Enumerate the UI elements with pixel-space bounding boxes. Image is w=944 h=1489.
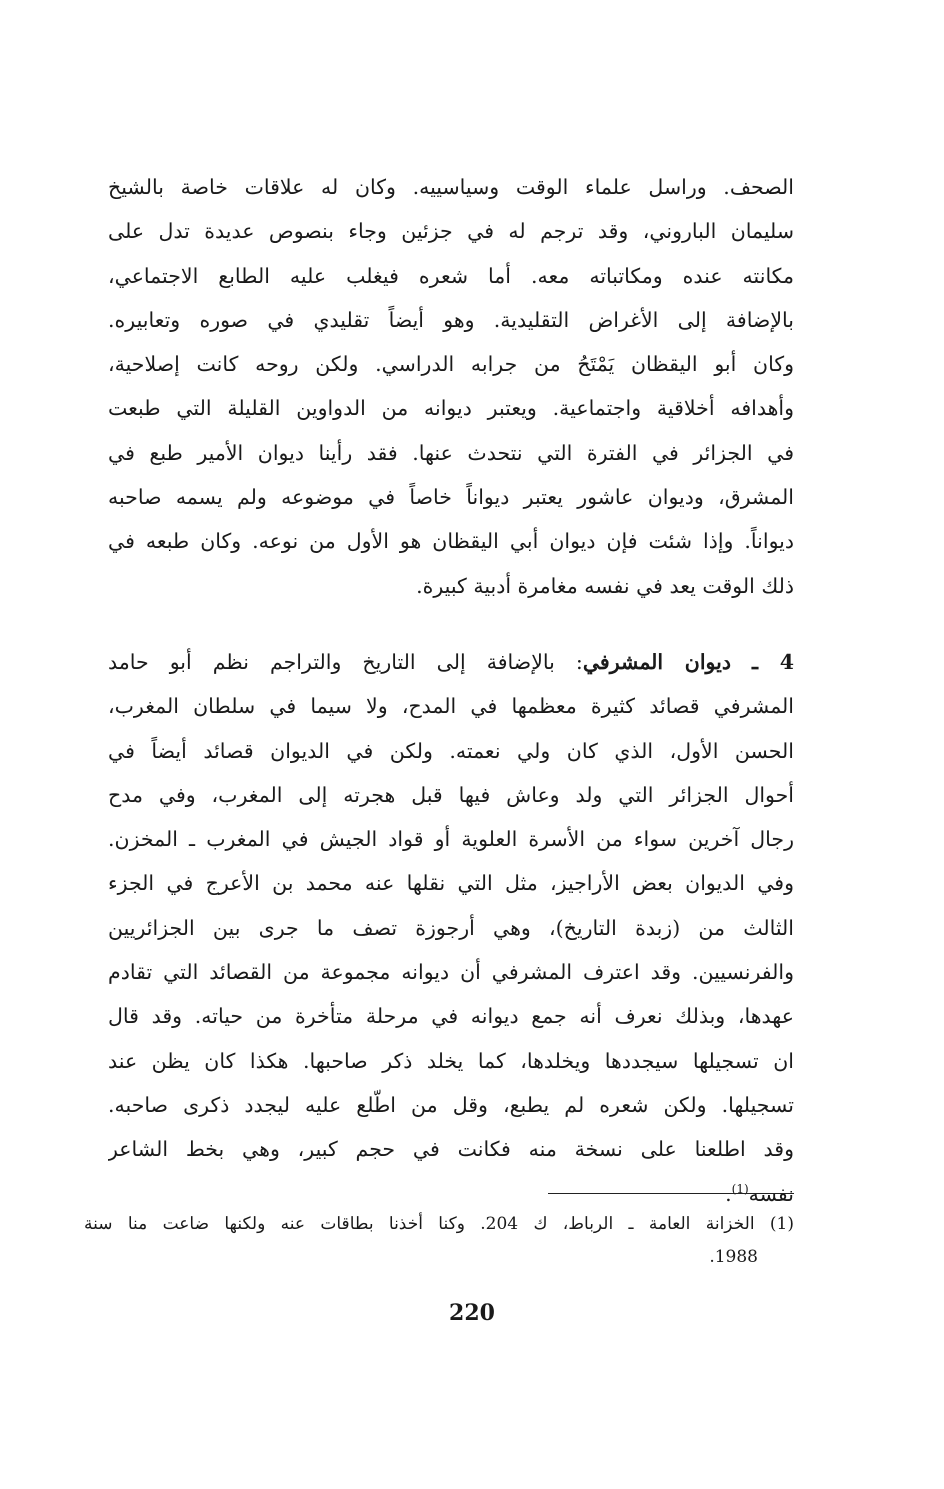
paragraph-2 <box>108 640 794 1216</box>
text-line: أحوال الجزائر التي ولد وعاش فيها قبل هجرته إلى المغرب، وفي مدح <box>108 782 794 807</box>
text-line: عهدها، وبذلك نعرف أنه جمع ديوانه في مرحلة متأخرة من حياته. وقد قال <box>108 1004 794 1029</box>
text-line: ذلك الوقت يعد في نفسه مغامرة أدبية كبيرة. <box>416 573 794 598</box>
text-line: وقد اطلعنا على نسخة منه فكانت في حجم كبير، وهي بخط الشاعر <box>108 1137 794 1162</box>
text-line: ان تسجيلها سيجددها ويخلدها، كما يخلد ذكر صاحبها. هكذا كان يظن عند <box>108 1048 794 1073</box>
text-line: سليمان الباروني، وقد ترجم له في جزئين وجاء بنصوص عديدة تدل على <box>108 219 794 244</box>
text-line: المشرفي قصائد كثيرة معظمها في المدح، ولا سيما في سلطان المغرب، <box>108 694 794 719</box>
text-line: الصحف. وراسل علماء الوقت وسياسييه. وكان له علاقات خاصة بالشيخ <box>108 175 794 199</box>
text-line: الحسن الأول، الذي كان ولي نعمته. ولكن في الديوان قصائد أيضاً في <box>108 738 794 763</box>
page-number: 220 <box>449 1300 495 1326</box>
text-line: المشرق، وديوان عاشور يعتبر ديواناً خاصاً في موضوعه ولم يسمه صاحبه <box>108 485 794 510</box>
heading-line-text: : بالإضافة إلى التاريخ والتراجم نظم أبو حامد <box>108 650 583 674</box>
text-line: وفي الديوان بعض الأراجيز، مثل التي نقلها عنه محمد بن الأعرج في الجزء <box>108 871 794 896</box>
text-line: وكان أبو اليقظان يَمْتَحُ من جرابه الدراسي. ولكن روحه كانت إصلاحية، <box>108 352 794 377</box>
text-line: الثالث من (زبدة التاريخ)، وهي أرجوزة تصف ما جرى بين الجزائريين <box>108 915 794 940</box>
paragraph-1 <box>108 165 794 608</box>
footnote-line: (1) الخزانة العامة ـ الرباط، ك 204. وكنا أخذنا بطاقات عنه ولكنها ضاعت منا سنة <box>84 1214 794 1234</box>
text-line: والفرنسيين. وقد اعترف المشرفي أن ديوانه مجموعة من القصائد التي تقادم <box>108 960 794 985</box>
text-line: في الجزائر في الفترة التي نتحدث عنها. فقد رأينا ديوان الأمير طبع في <box>108 440 794 465</box>
text-line: مكانته عنده ومكاتباته معه. أما شعره فيغلب عليه الطابع الاجتماعي، <box>108 263 794 288</box>
footnote-divider <box>548 1193 794 1194</box>
footnote-reference: (1) <box>731 1181 749 1196</box>
text-line: ديواناً. وإذا شئت فإن ديوان أبي اليقظان هو الأول من نوعه. وكان طبعه في <box>108 529 794 554</box>
text-line: وأهدافه أخلاقية واجتماعية. ويعتبر ديوانه من الدواوين القليلة التي طبعت <box>108 396 794 421</box>
text-line: تسجيلها. ولكن شعره لم يطبع، وقل من اطّلع عليه ليجدد ذكرى صاحبه. <box>108 1092 794 1117</box>
last-line-end: . <box>725 1181 732 1206</box>
text-line: بالإضافة إلى الأغراض التقليدية. وهو أيضاً تقليدي في صوره وتعابيره. <box>108 307 794 332</box>
footnote <box>84 1208 794 1274</box>
text-line: رجال آخرين سواء من الأسرة العلوية أو قواد الجيش في المغرب ـ المخزن. <box>108 827 794 852</box>
last-line-text: نفسه <box>748 1181 794 1206</box>
footnote-line: 1988. <box>709 1247 758 1267</box>
section-heading-line <box>108 640 794 684</box>
section-number: 4 ـ <box>752 650 794 674</box>
section-title: ديوان المشرفي <box>582 650 731 674</box>
